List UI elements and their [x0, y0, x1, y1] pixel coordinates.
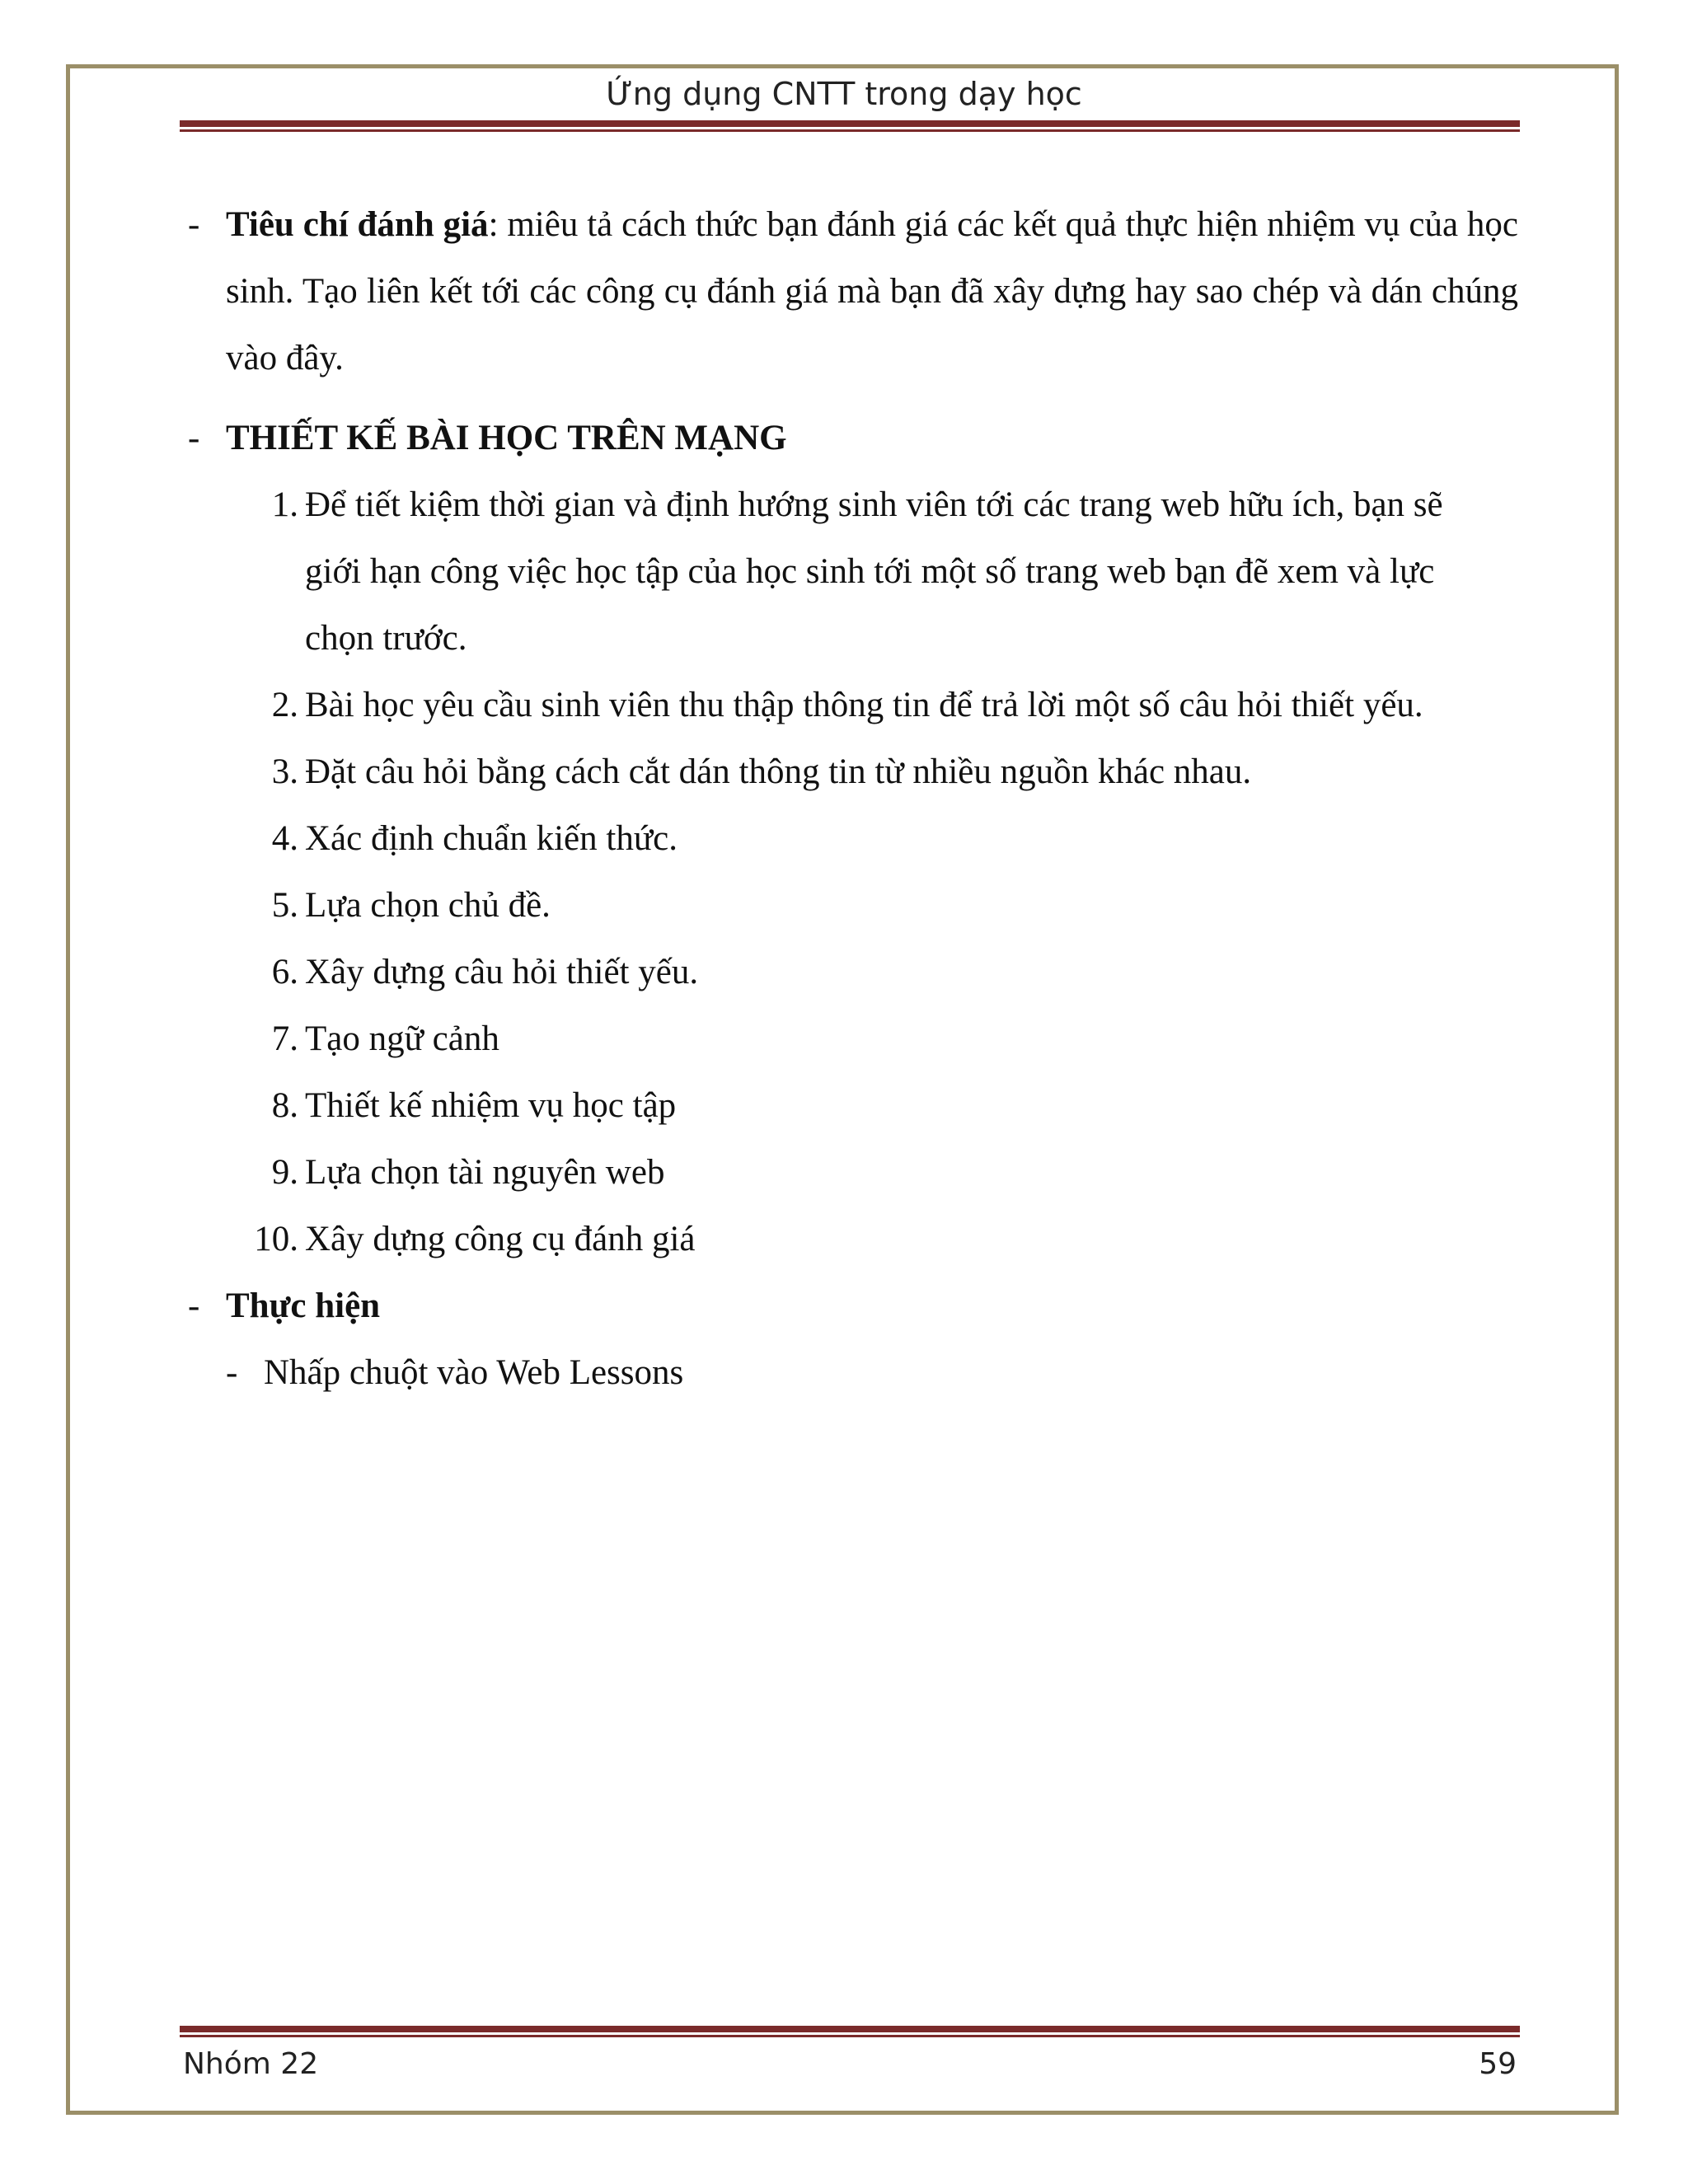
list-item	[183, 738, 1518, 805]
list-item	[183, 1072, 1518, 1139]
list-number: 4.	[271, 819, 298, 858]
list-text: Bài học yêu cầu sinh viên thu thập thông tin để trả lời một số câu hỏi thiết yếu.	[305, 686, 1423, 724]
bullet-dash: -	[188, 205, 200, 244]
footer-group-label: Nhóm 22	[183, 2047, 319, 2081]
list-number: 3.	[271, 752, 298, 791]
footer-rule	[180, 2026, 1520, 2037]
page-content	[183, 191, 1518, 1406]
page-number: 59	[1479, 2047, 1517, 2081]
list-number: 2.	[271, 686, 298, 724]
list-item	[183, 1206, 1518, 1272]
criteria-label: Tiêu chí đánh giá	[226, 205, 489, 244]
list-item	[183, 939, 1518, 1005]
bullet-dash: -	[188, 419, 200, 457]
design-heading: THIẾT KẾ BÀI HỌC TRÊN MẠNG	[226, 419, 787, 457]
criteria-paragraph	[183, 191, 1518, 391]
list-text: Đặt câu hỏi bằng cách cắt dán thông tin từ nhiều nguồn khác nhau.	[305, 752, 1252, 791]
list-number: 7.	[271, 1019, 298, 1058]
bullet-dash: -	[188, 1286, 200, 1325]
header-title: Ứng dụng CNTT trong dạy học	[606, 76, 1082, 112]
list-item	[183, 471, 1518, 672]
list-number: 9.	[271, 1153, 298, 1192]
list-text: Xây dựng câu hỏi thiết yếu.	[305, 953, 699, 991]
list-number: 1.	[271, 485, 298, 524]
list-text: Để tiết kiệm thời gian và định hướng sinh viên tới các trang web hữu ích, bạn sẽ giới hạn công việc học tập của học sinh tới một số trang web bạn đẽ xem và lực chọn trước.	[305, 485, 1443, 658]
list-number: 8.	[271, 1086, 298, 1125]
list-item	[183, 805, 1518, 872]
list-text: Xây dựng công cụ đánh giá	[305, 1220, 696, 1258]
implement-heading: Thực hiện	[226, 1286, 381, 1325]
list-number: 10.	[254, 1220, 298, 1258]
header-rule	[180, 120, 1520, 132]
design-section	[183, 405, 1518, 471]
criteria-text: : miêu tả cách thức bạn đánh giá các kết quả thực hiện nhiệm vụ của học sinh. Tạo liên kết tới các công cụ đánh giá mà bạn đã xây dựng hay sao chép và dán chúng vào đây.	[226, 205, 1518, 377]
implement-sub-item	[183, 1339, 1518, 1406]
list-item	[183, 872, 1518, 939]
implement-sub-text: Nhấp chuột vào Web Lessons	[264, 1353, 684, 1392]
list-item	[183, 1005, 1518, 1072]
list-text: Tạo ngữ cảnh	[305, 1019, 499, 1058]
implement-section	[183, 1272, 1518, 1339]
sub-bullet-dash: -	[226, 1353, 238, 1392]
list-number: 5.	[271, 886, 298, 925]
list-item	[183, 672, 1518, 738]
list-item	[183, 1139, 1518, 1206]
list-number: 6.	[271, 953, 298, 991]
list-text: Thiết kế nhiệm vụ học tập	[305, 1086, 677, 1125]
design-steps-list	[183, 471, 1518, 1272]
list-text: Xác định chuẩn kiến thức.	[305, 819, 678, 858]
list-text: Lựa chọn chủ đề.	[305, 886, 551, 925]
list-text: Lựa chọn tài nguyên web	[305, 1153, 665, 1192]
